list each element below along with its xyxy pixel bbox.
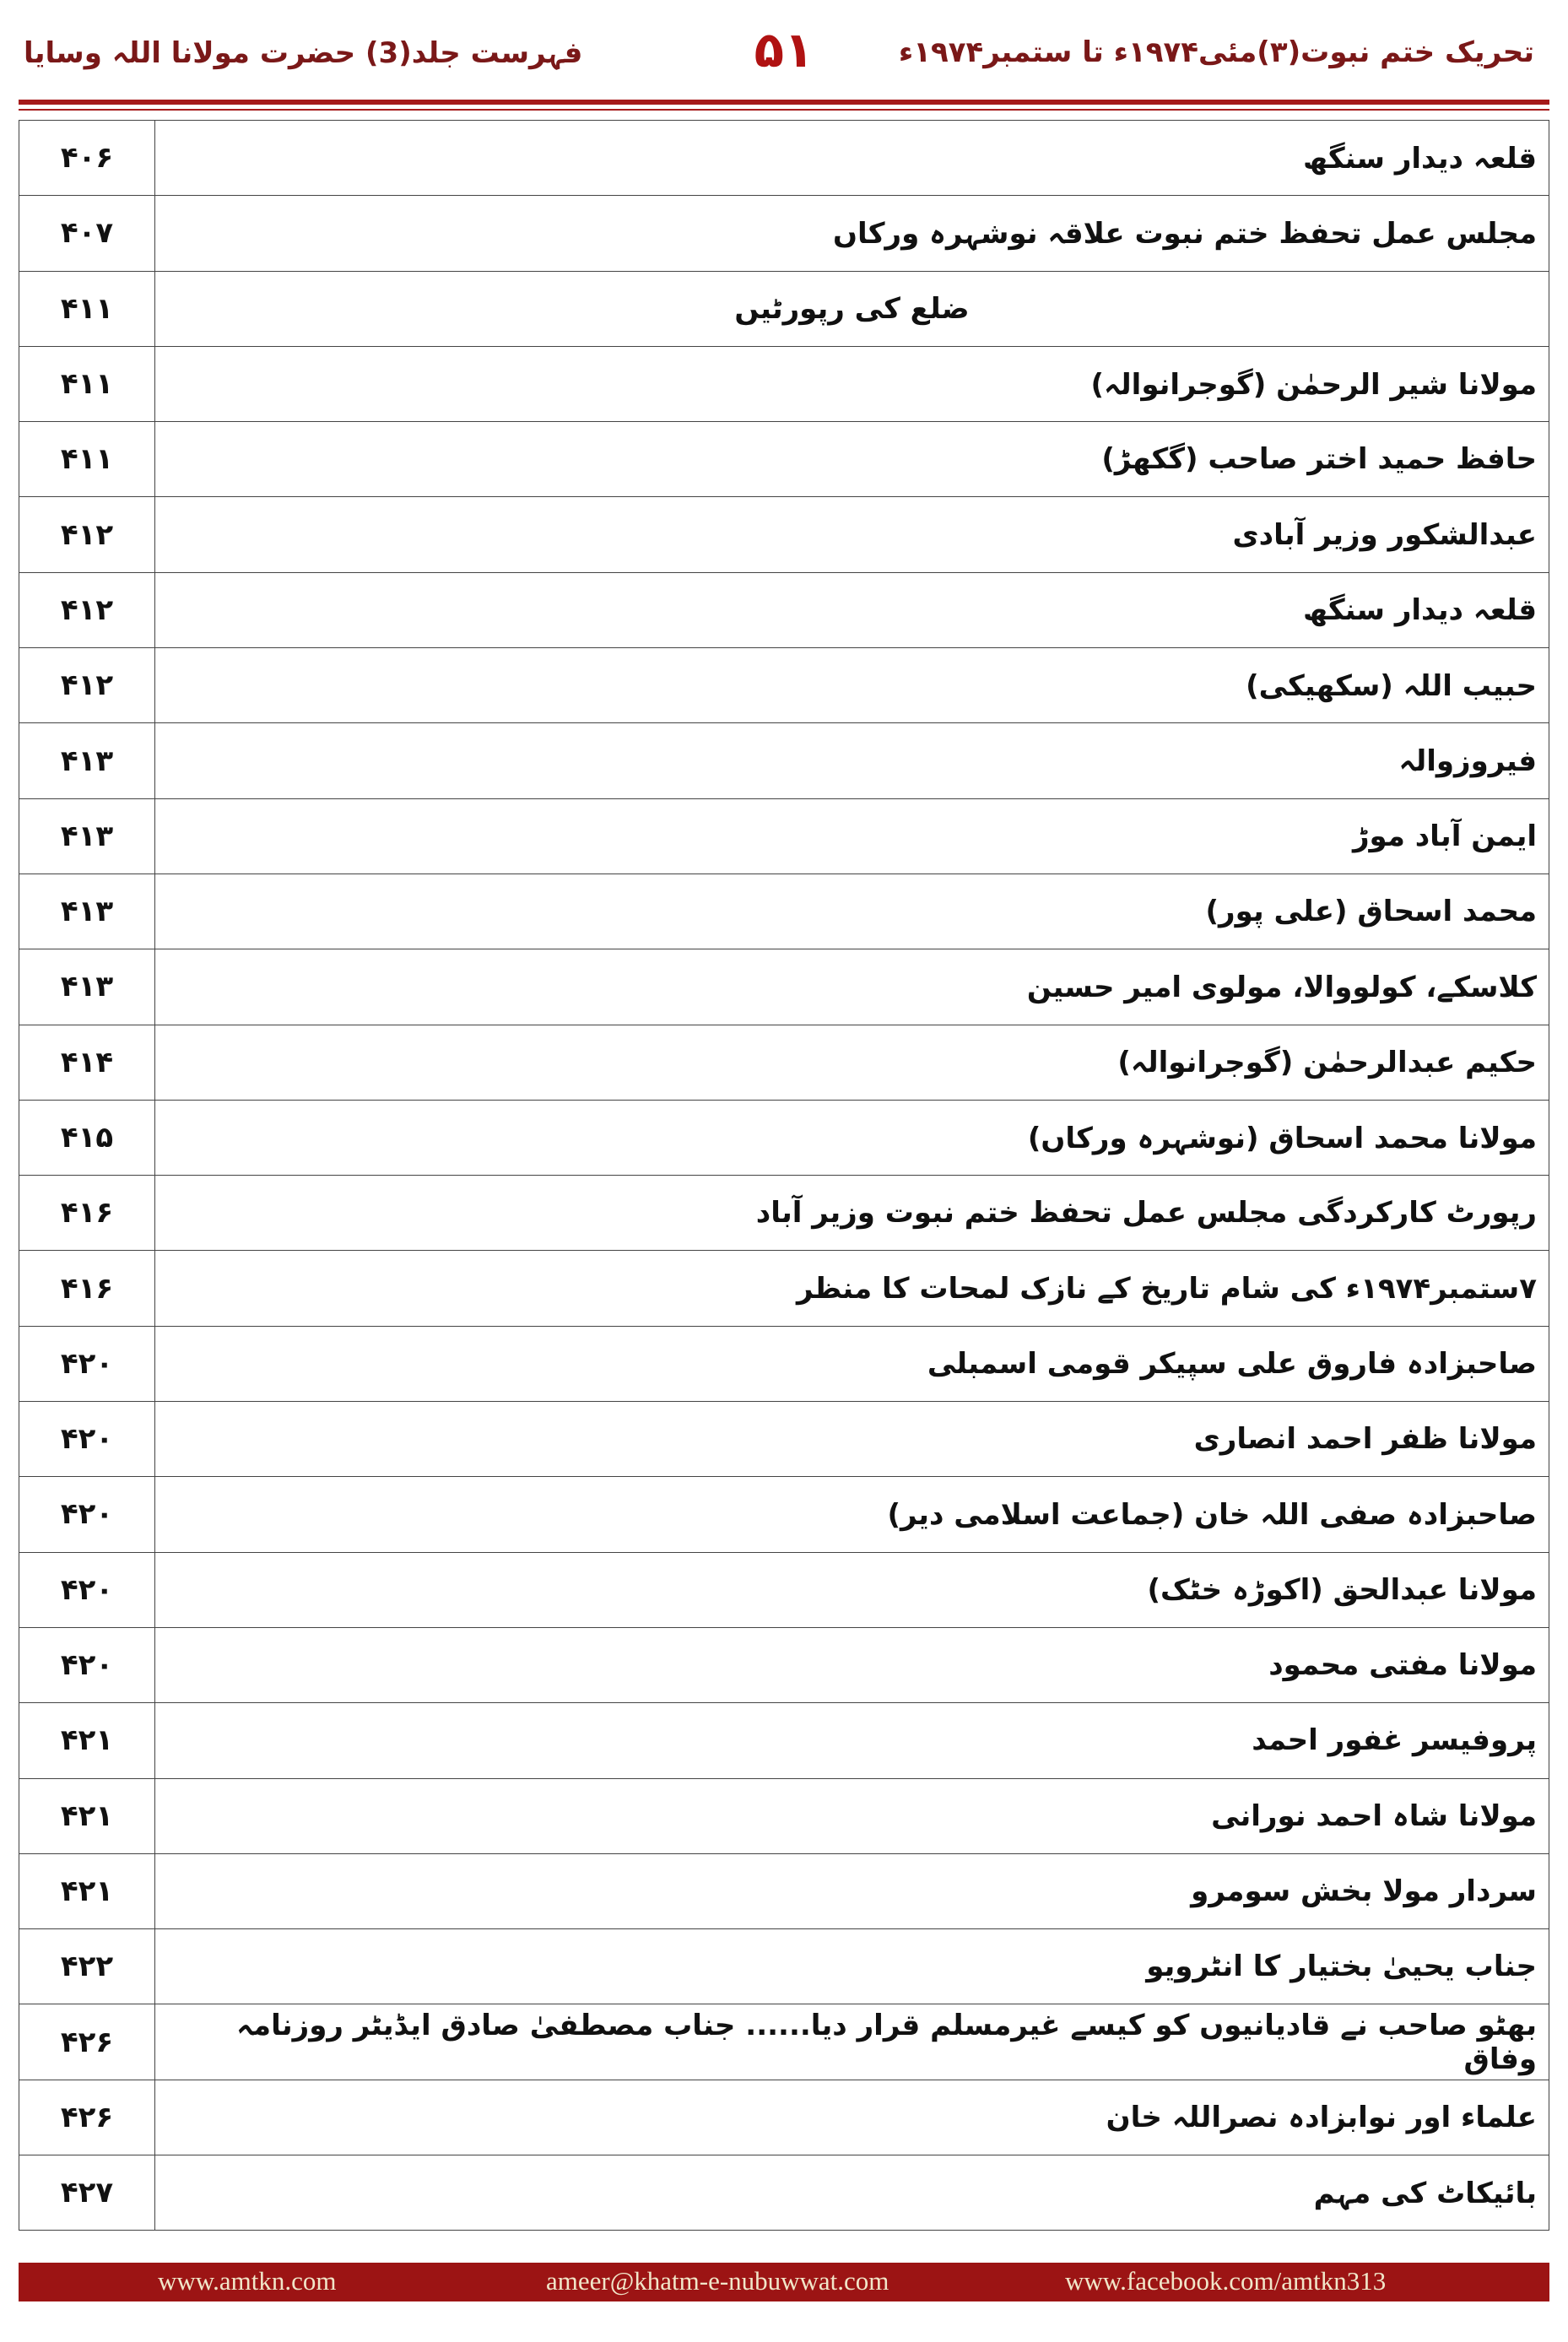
facebook-link[interactable]: www.facebook.com/amtkn313 [1065,2266,1387,2296]
book-title: تحریک ختم نبوت(۳)مئی۱۹۷۴ء تا ستمبر۱۹۷۴ء [898,35,1534,69]
page-ref: ۴۱۶ [19,1176,155,1251]
page-ref: ۴۱۱ [19,422,155,497]
page-ref: ۴۲۰ [19,1627,155,1702]
table-row [19,1778,1549,1853]
table-row [19,1025,1549,1100]
entry-title: فیروزوالہ [155,723,1549,798]
page-ref: ۴۱۳ [19,723,155,798]
entry-title: ایمن آباد موڑ [155,798,1549,874]
page-ref: ۴۲۰ [19,1552,155,1627]
table-row [19,572,1549,647]
table-row [19,2080,1549,2155]
table-row [19,497,1549,572]
table-row [19,874,1549,949]
table-row [19,723,1549,798]
page-ref: ۴۰۷ [19,196,155,271]
contents-table [19,120,1549,2231]
entry-title: عبدالشکور وزیر آبادی [155,497,1549,572]
header-rule-thick [19,100,1549,105]
entry-title: مولانا ظفر احمد انصاری [155,1402,1549,1477]
page-ref: ۴۱۴ [19,1025,155,1100]
entry-title: مولانا شاہ احمد نورانی [155,1778,1549,1853]
section-heading: ضلع کی رپورٹیں [155,271,1549,346]
table-row [19,196,1549,271]
page-ref: ۴۱۶ [19,1251,155,1326]
page-header [0,0,1568,105]
entry-title: مولانا عبدالحق (اکوڑہ خٹک) [155,1552,1549,1627]
table-row [19,2004,1549,2080]
entry-title: پروفیسر غفور احمد [155,1703,1549,1778]
table-row [19,1477,1549,1552]
table-row [19,422,1549,497]
contents-table-body [19,121,1549,2231]
entry-title: حکیم عبدالرحمٰن (گوجرانوالہ) [155,1025,1549,1100]
page-footer [19,2263,1549,2301]
table-row [19,1703,1549,1778]
entry-title: صاحبزادہ فاروق علی سپیکر قومی اسمبلی [155,1326,1549,1401]
page-ref: ۴۱۲ [19,648,155,723]
entry-title: قلعہ دیدار سنگھ [155,121,1549,196]
table-row [19,1402,1549,1477]
email-link[interactable]: ameer@khatm-e-nubuwwat.com [546,2266,889,2296]
entry-title: علماء اور نوابزادہ نصراللہ خان [155,2080,1549,2155]
page-ref: ۴۲۱ [19,1703,155,1778]
entry-title: جناب یحییٰ بختیار کا انٹرویو [155,1929,1549,2004]
table-row [19,1929,1549,2004]
page-ref: ۴۱۱ [19,346,155,421]
entry-title: قلعہ دیدار سنگھ [155,572,1549,647]
page-ref: ۴۲۱ [19,1853,155,1928]
entry-title: مولانا شیر الرحمٰن (گوجرانوالہ) [155,346,1549,421]
page-ref: ۴۲۰ [19,1326,155,1401]
entry-title: سردار مولا بخش سومرو [155,1853,1549,1928]
table-row [19,346,1549,421]
table-row [19,1176,1549,1251]
entry-title: حبیب اللہ (سکھیکی) [155,648,1549,723]
table-row [19,1552,1549,1627]
entry-title: رپورٹ کارکردگی مجلس عمل تحفظ ختم نبوت وزیر آباد [155,1176,1549,1251]
table-row [19,1251,1549,1326]
page-ref: ۴۱۲ [19,572,155,647]
page-ref: ۴۱۱ [19,271,155,346]
page-ref: ۴۲۶ [19,2004,155,2080]
entry-title: کلاسکے، کولووالا، مولوی امیر حسین [155,949,1549,1025]
entry-title: ۷ستمبر۱۹۷۴ء کی شام تاریخ کے نازک لمحات کا منظر [155,1251,1549,1326]
page-ref: ۴۲۶ [19,2080,155,2155]
page-ref: ۴۱۳ [19,874,155,949]
table-row [19,949,1549,1025]
header-rule-thin [19,109,1549,111]
page-ref: ۴۲۲ [19,1929,155,2004]
page-ref: ۴۲۰ [19,1477,155,1552]
table-row [19,1853,1549,1928]
entry-title: بھٹو صاحب نے قادیانیوں کو کیسے غیرمسلم قرار دیا...... جناب مصطفیٰ صادق ایڈیٹر روزنامہ وفاق [155,2004,1549,2080]
entry-title: مجلس عمل تحفظ ختم نبوت علاقہ نوشہرہ ورکاں [155,196,1549,271]
entry-title: بائیکاٹ کی مہم [155,2155,1549,2231]
entry-title: صاحبزادہ صفی اللہ خان (جماعت اسلامی دیر) [155,1477,1549,1552]
page-ref: ۴۱۳ [19,949,155,1025]
book-volume-title: فہرست جلد(3) حضرت مولانا اللہ وسایا [24,36,583,70]
page-ref: ۴۱۳ [19,798,155,874]
page-ref: ۴۰۶ [19,121,155,196]
entry-title: مولانا مفتی محمود [155,1627,1549,1702]
website-link[interactable]: www.amtkn.com [158,2266,337,2296]
entry-title: محمد اسحاق (علی پور) [155,874,1549,949]
entry-title: مولانا محمد اسحاق (نوشہرہ ورکاں) [155,1100,1549,1175]
page-ref: ۴۱۵ [19,1100,155,1175]
table-row [19,798,1549,874]
page-number: ۵۱ [754,21,814,78]
table-row [19,648,1549,723]
section-heading-row [19,271,1549,346]
table-row [19,1627,1549,1702]
page-ref: ۴۲۷ [19,2155,155,2231]
page-ref: ۴۲۰ [19,1402,155,1477]
entry-title: حافظ حمید اختر صاحب (گکھڑ) [155,422,1549,497]
table-row [19,121,1549,196]
table-row [19,1326,1549,1401]
table-row [19,1100,1549,1175]
page-ref: ۴۱۲ [19,497,155,572]
page-ref: ۴۲۱ [19,1778,155,1853]
table-row [19,2155,1549,2231]
